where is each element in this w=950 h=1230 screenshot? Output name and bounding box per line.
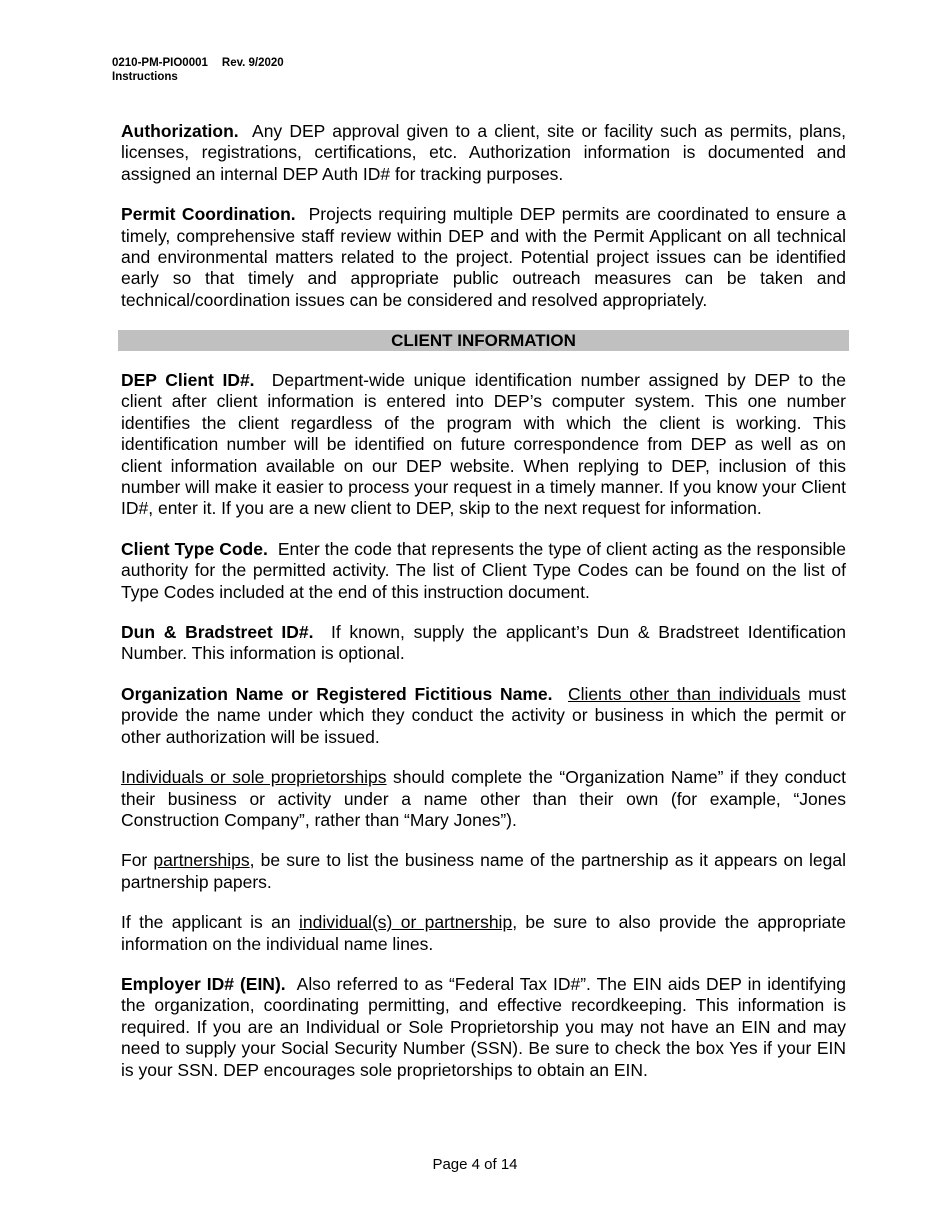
client-type-term: Client Type Code. (121, 538, 268, 559)
dun-bradstreet-term: Dun & Bradstreet ID#. (121, 622, 314, 643)
dun-bradstreet-text: If known, supply the applicant’s Dun & Bradstreet Identification Number. This information is optional. (121, 622, 847, 664)
ein-term: Employer ID# (EIN). (121, 973, 286, 994)
ein-text: Also referred to as “Federal Tax ID#”. The EIN aids DEP in identifying the organization, coordinating permitting, and effective recordkeeping. This information is required. If you are an Individual or Sole Proprietorship you may not have an EIN and may need to supply your Social Security Number (SSN). Be sure to check the box Yes if your EIN is your SSN. DEP encourages sole proprietorships to obtain an EIN. (121, 973, 846, 1080)
client-id-paragraph (121, 370, 846, 520)
permit-coordination-text: Projects requiring multiple DEP permits are coordinated to ensure a timely, comprehensive staff review within DEP and with the Permit Applicant on all technical and environmental matters related to the project. Potential project issues can be identified early so that timely and appropriate public outreach measures can be taken and technical/coordination issues can be considered and resolved appropriately. (121, 204, 847, 310)
authorization-term: Authorization. (121, 121, 239, 141)
authorization-paragraph (121, 121, 846, 185)
client-type-paragraph (121, 539, 846, 603)
revision: Rev. 9/2020 (221, 57, 284, 69)
client-information-section (121, 370, 846, 1100)
org-name-term: Organization Name or Registered Fictitious Name. (121, 683, 553, 704)
client-type-text: Enter the code that represents the type of client acting as the responsible authority for the permitted activity. The list of Client Type Codes can be found on the list of Type Codes included at the end of this instruction document. (121, 538, 846, 602)
permit-coordination-term: Permit Coordination. (121, 204, 296, 225)
form-header (112, 56, 284, 84)
org-name-text: must provide the name under which they conduct the activity or business in which the permit or other authorization will be issued. (121, 683, 846, 747)
client-id-text: Department-wide unique identification number assigned by DEP to the client after client information is entered into DEP’s computer system. This one number identifies the client regardless of the program with which the client is working. This identification number will be identified on future correspondence from DEP as well as on client information available on our DEP website. When replying to DEP, inclusion of this number will make it easier to process your request in a timely manner. If you know your Client ID#, enter it. If you are a new client to DEP, skip to the next request for information. (121, 370, 846, 519)
partnerships-underlined: partnerships (153, 850, 250, 871)
section-banner: CLIENT INFORMATION (118, 330, 849, 351)
partnerships-paragraph (121, 850, 846, 893)
client-id-term: DEP Client ID#. (121, 370, 255, 390)
applicant-pre: If the applicant is an (121, 912, 291, 933)
page-number: Page 4 of 14 (432, 1156, 518, 1173)
instructions-top (121, 121, 846, 330)
org-name-paragraph (121, 684, 846, 748)
partnerships-text: , be sure to list the business name of the partnership as it appears on legal partnership papers. (121, 850, 846, 892)
applicant-paragraph (121, 912, 846, 955)
ein-paragraph (121, 974, 846, 1081)
section-label: Instructions (112, 71, 178, 83)
authorization-text: Any DEP approval given to a client, site or facility such as permits, plans, licenses, registrations, certifications, etc. Authorization information is documented and assigned an internal DEP Auth ID# for tracking purposes. (121, 121, 847, 184)
individuals-underlined: Individuals or sole proprietorships (121, 767, 387, 788)
partnerships-pre: For (121, 850, 148, 871)
individuals-paragraph (121, 767, 846, 831)
individuals-text: should complete the “Organization Name” if they conduct their business or activity under a name other than their own (for example, “Jones Construction Company”, rather than “Mary Jones”). (121, 767, 846, 830)
applicant-text: , be sure to also provide the appropriate information on the individual name lines. (121, 912, 846, 954)
form-number: 0210-PM-PIO0001 (112, 57, 208, 69)
applicant-underlined: individual(s) or partnership (298, 912, 513, 933)
permit-coordination-paragraph (121, 204, 846, 311)
org-name-underlined: Clients other than individuals (567, 683, 801, 704)
dun-bradstreet-paragraph (121, 622, 846, 665)
